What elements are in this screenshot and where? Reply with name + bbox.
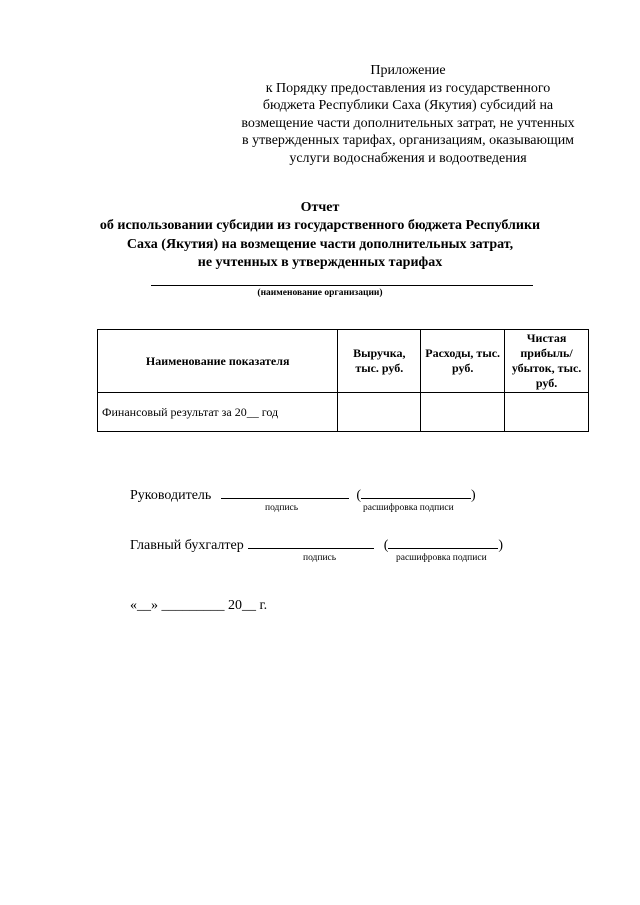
date-line[interactable]: «__» _________ 20__ г. <box>130 598 268 613</box>
appendix-line: в утвержденных тарифах, организациям, оказывающим <box>241 133 575 149</box>
report-title-line: не учтенных в утвержденных тарифах <box>197 254 443 270</box>
appendix-line: возмещение части дополнительных затрат, не учтенных <box>241 115 575 131</box>
chief-accountant-signature-field[interactable] <box>248 534 374 549</box>
signature-caption: подпись <box>265 503 299 513</box>
head-signature-field[interactable] <box>221 484 349 499</box>
expenses-cell[interactable] <box>421 393 505 432</box>
organization-caption: (наименование организации) <box>257 288 383 298</box>
column-header: Расходы, тыс. руб. <box>421 330 505 393</box>
row-label: Финансовый результат за 20__ год <box>98 393 338 432</box>
report-title-line: об использовании субсидии из государственного бюджета Республики <box>99 218 541 234</box>
report-title-line: Отчет <box>300 200 340 215</box>
signature-caption: подпись <box>303 553 337 563</box>
table-header-row <box>98 330 589 393</box>
column-header: Чистая прибыль/ убыток, тыс. руб. <box>505 330 589 393</box>
chief-accountant-label: Главный бухгалтер <box>130 538 244 553</box>
decode-caption: расшифровка подписи <box>363 503 454 513</box>
report-title <box>0 199 640 272</box>
head-signature-line: Руководитель ( ) <box>130 484 476 504</box>
net-profit-cell[interactable] <box>505 393 589 432</box>
column-header: Выручка, тыс. руб. <box>338 330 421 393</box>
appendix-line: к Порядку предоставления из государственного <box>265 80 551 96</box>
appendix-line: услуги водоснабжения и водоотведения <box>289 150 527 166</box>
appendix-line: Приложение <box>370 63 446 78</box>
organization-name-field[interactable] <box>151 276 533 286</box>
column-header: Наименование показателя <box>98 330 338 393</box>
chief-accountant-signature-line: Главный бухгалтер ( ) <box>130 534 503 554</box>
revenue-cell[interactable] <box>338 393 421 432</box>
appendix-line: бюджета Республики Саха (Якутия) субсидий на <box>262 98 554 114</box>
head-decode-field[interactable] <box>361 484 471 499</box>
head-label: Руководитель <box>130 488 212 503</box>
table-row <box>98 393 589 432</box>
appendix-header <box>218 62 598 168</box>
report-title-line: Саха (Якутия) на возмещение части дополнительных затрат, <box>126 236 514 252</box>
financial-result-table <box>97 329 589 432</box>
decode-caption: расшифровка подписи <box>396 553 487 563</box>
chief-accountant-decode-field[interactable] <box>388 534 498 549</box>
